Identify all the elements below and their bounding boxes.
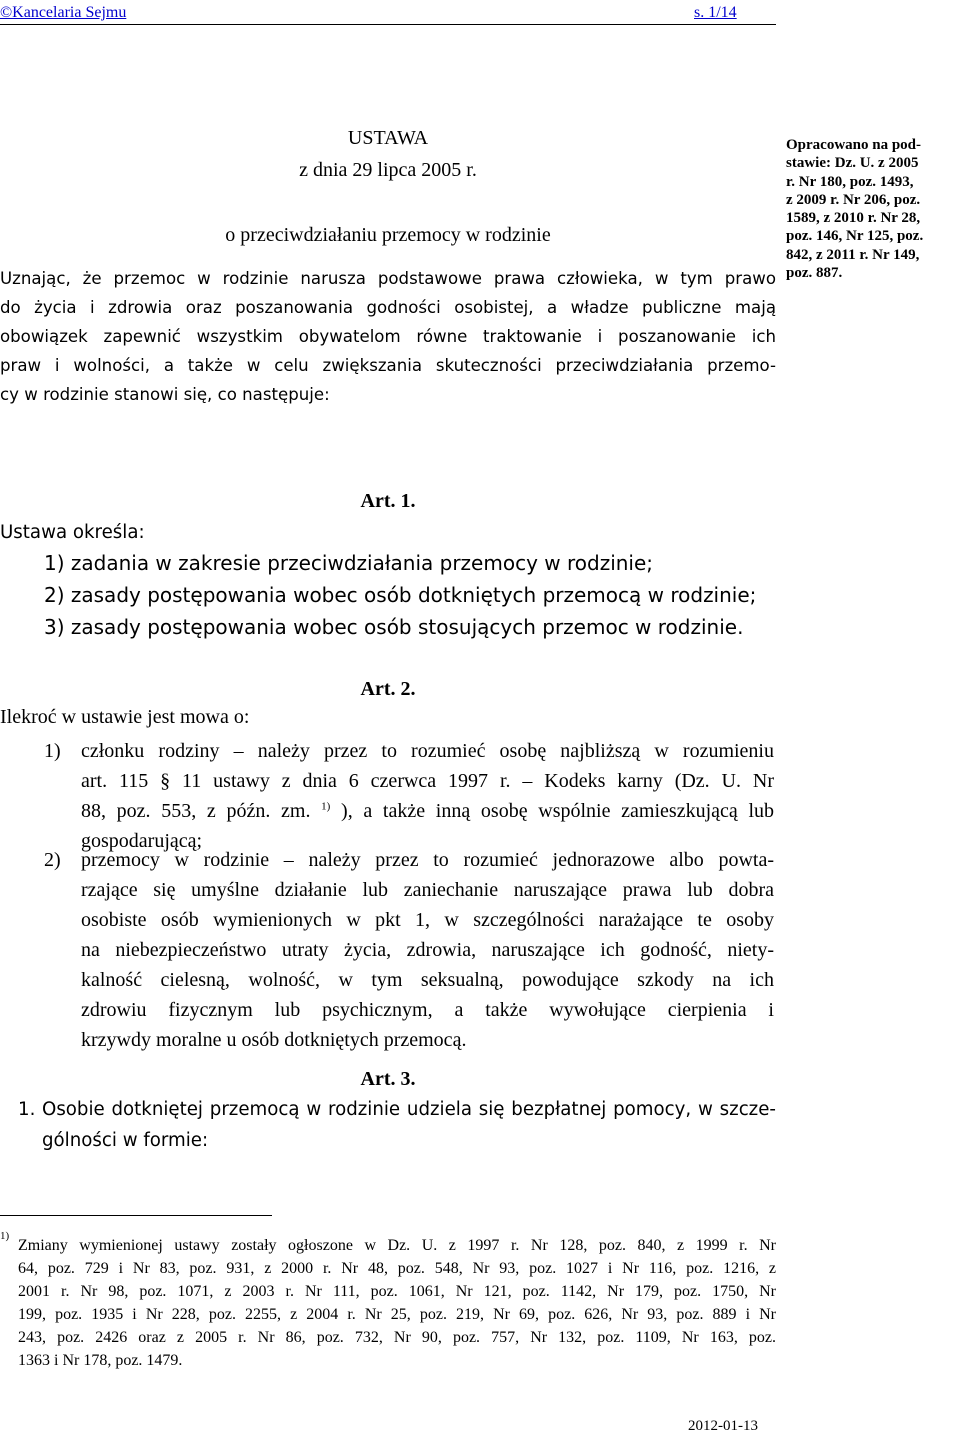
act-subject: o przeciwdziałaniu przemocy w rodzinie xyxy=(225,224,551,246)
art3-line: Osobie dotkniętej przemocą w rodzinie udziela się bezpłatnej pomocy, w szcze- xyxy=(42,1099,776,1120)
art1-intro: Ustawa określa: xyxy=(0,522,145,543)
art2-item-line: na niebezpieczeństwo utraty życia, zdrowia, naruszające ich godność, niety- xyxy=(81,939,774,961)
footnote-line: 199, poz. 1935 i Nr 228, poz. 2255, z 2004 r. Nr 25, poz. 219, Nr 69, poz. 626, Nr 93, poz. 889 i Nr xyxy=(18,1306,776,1323)
preamble-line: Uznając, że przemoc w rodzinie narusza podstawowe prawa człowieka, w tym prawo xyxy=(0,269,776,288)
art2-item-number: 1) xyxy=(44,740,61,762)
art3-section-number: 1. xyxy=(18,1099,36,1120)
footnote-divider xyxy=(0,1215,272,1216)
art2-item-line: krzywdy moralne u osób dotkniętych przemocą. xyxy=(81,1029,467,1051)
source-note xyxy=(786,136,960,282)
art2-item-text: 88, poz. 553, z późn. zm. xyxy=(81,800,311,822)
source-link[interactable]: ©Kancelaria Sejmu xyxy=(0,4,127,21)
art2-item-1 xyxy=(44,736,774,856)
art2-item-text: ), a także inną osobę wspólnie zamieszkującą lub xyxy=(341,800,774,822)
source-note-line: z 2009 r. Nr 206, poz. xyxy=(786,191,921,208)
header-divider xyxy=(0,24,776,25)
footnote-line: 64, poz. 729 i Nr 83, poz. 931, z 2000 r. Nr 48, poz. 548, Nr 93, poz. 1027 i Nr 116, poz. 1216, z xyxy=(18,1260,776,1277)
footnote-line: 2001 r. Nr 98, poz. 1071, z 2003 r. Nr 111, poz. 1061, Nr 121, poz. 1142, Nr 179, poz. 1750, Nr xyxy=(18,1283,776,1300)
source-note-line: stawie: Dz. U. z 2005 xyxy=(786,155,919,172)
art2-item-line: osobiste osób wymienionych w pkt 1, w szczególności narażające te osoby xyxy=(81,909,774,931)
source-note-line: 1589, z 2010 r. Nr 28, xyxy=(786,210,921,227)
art3-heading: Art. 3. xyxy=(360,1068,416,1090)
preamble-line: cy w rodzinie stanowi się, co następuje: xyxy=(0,385,330,404)
page-number-link[interactable]: s. 1/14 xyxy=(694,4,737,21)
art2-item-line xyxy=(81,796,774,826)
source-note-line: Opracowano na pod- xyxy=(786,137,922,153)
footnote-line: 243, poz. 2426 oraz z 2005 r. Nr 86, poz. 732, Nr 90, poz. 757, Nr 132, poz. 1109, Nr 163, poz. xyxy=(18,1329,776,1346)
preamble-line: praw i wolności, a także w celu zwiększania skuteczności przeciwdziałania przemo- xyxy=(0,356,776,375)
art2-item-line: kalność cielesną, wolność, w tym seksualną, powodujące szkody na ich xyxy=(81,969,774,991)
art2-heading: Art. 2. xyxy=(360,678,416,700)
footnote-marker: 1) xyxy=(0,1230,10,1242)
art2-item-line: gospodarującą; xyxy=(81,830,203,852)
source-note-line: 842, z 2011 r. Nr 149, xyxy=(786,246,920,263)
preamble xyxy=(0,264,776,409)
source-note-line: poz. 146, Nr 125, poz. xyxy=(786,228,924,245)
art2-intro: Ilekroć w ustawie jest mowa o: xyxy=(0,706,250,728)
art3-line: gólności w formie: xyxy=(42,1130,209,1151)
preamble-line: do życia i zdrowia oraz poszanowania godności osobistej, a władze publiczne mają xyxy=(0,298,776,317)
source-note-line: poz. 887. xyxy=(786,265,843,282)
art1-item: 3) zasady postępowania wobec osób stosujących przemoc w rodzinie. xyxy=(44,615,744,639)
art2-item-line: art. 115 § 11 ustawy z dnia 6 czerwca 1997 r. – Kodeks karny (Dz. U. Nr xyxy=(81,770,774,792)
act-date: z dnia 29 lipca 2005 r. xyxy=(299,159,477,181)
footnote-line: 1363 i Nr 178, poz. 1479. xyxy=(18,1352,183,1369)
footnote-line: Zmiany wymienionej ustawy zostały ogłoszone w Dz. U. z 1997 r. Nr 128, poz. 840, z 1999 r. Nr xyxy=(18,1237,776,1254)
preamble-line: obowiązek zapewnić wszystkim obywatelom równe traktowanie i poszanowanie ich xyxy=(0,327,776,346)
footnote-ref[interactable]: 1) xyxy=(321,800,331,813)
art1-heading: Art. 1. xyxy=(360,490,416,512)
art2-item-number: 2) xyxy=(44,849,61,871)
art2-item-line: przemocy w rodzinie – należy przez to rozumieć jednorazowe albo powta- xyxy=(81,849,774,871)
art2-item-line: zdrowiu fizycznym lub psychicznym, a także wywołujące cierpienia i xyxy=(81,999,774,1021)
act-type: USTAWA xyxy=(347,127,429,149)
art2-item-line: rzające się umyślne działanie lub zaniechanie naruszające prawa lub dobra xyxy=(81,879,774,901)
art2-item-line: członku rodziny – należy przez to rozumieć osobę najbliższą w rozumieniu xyxy=(81,740,774,762)
footnote-text xyxy=(18,1234,776,1372)
art1-item: 1) zadania w zakresie przeciwdziałania przemocy w rodzinie; xyxy=(44,551,654,575)
document-date: 2012-01-13 xyxy=(688,1418,758,1434)
art1-item: 2) zasady postępowania wobec osób dotkniętych przemocą w rodzinie; xyxy=(44,583,757,607)
art2-item-2 xyxy=(44,845,774,1055)
source-note-line: r. Nr 180, poz. 1493, xyxy=(786,173,914,190)
